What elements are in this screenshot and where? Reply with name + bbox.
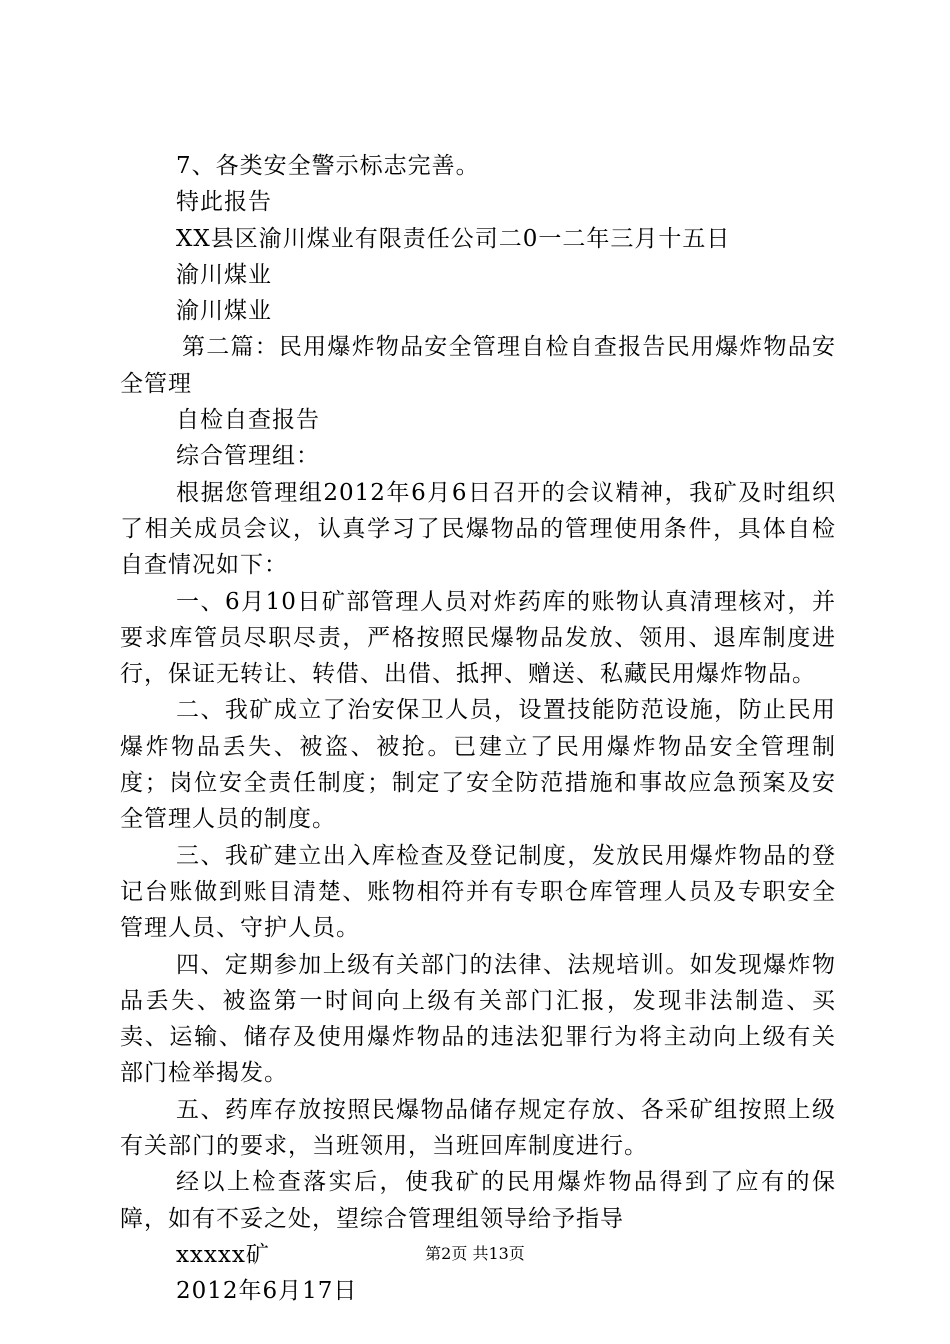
section-heading: 第二篇：民用爆炸物品安全管理自检自查报告民用爆炸物品安全管理 (120, 334, 836, 397)
company-name: 渝川煤业 (176, 298, 272, 325)
signature-name: xxxxx矿 (176, 1241, 270, 1268)
list-item-7: 7、各类安全警示标志完善。 (176, 153, 480, 179)
signature-date: 2012年6月17日 (176, 1278, 358, 1305)
closing-phrase: 特此报告 (176, 189, 272, 216)
addressee: 综合管理组： (176, 443, 320, 470)
document-body (120, 148, 836, 1310)
body-paragraph: 经以上检查落实后，使我矿的民用爆炸物品得到了应有的保障，如有不妥之处，望综合管理组领导给予指导 (120, 1169, 836, 1232)
signature-line: XX县区渝川煤业有限责任公司二0一二年三月十五日 (176, 225, 731, 252)
body-paragraph: 根据您管理组2012年6月6日召开的会议精神，我矿及时组织了相关成员会议，认真学习了民爆物品的管理使用条件，具体自检自查情况如下： (120, 479, 836, 579)
report-title: 自检自查报告 (176, 407, 320, 434)
body-paragraph: 二、我矿成立了治安保卫人员，设置技能防范设施，防止民用爆炸物品丢失、被盗、被抢。已建立了民用爆炸物品安全管理制度；岗位安全责任制度；制定了安全防范措施和事故应急预案及安全管理人员的制度。 (120, 697, 836, 833)
body-paragraph: 一、6月10日矿部管理人员对炸药库的账物认真清理核对，并要求库管员尽职尽责，严格按照民爆物品发放、领用、退库制度进行，保证无转让、转借、出借、抵押、赠送、私藏民用爆炸物品。 (120, 588, 836, 688)
body-paragraph: 三、我矿建立出入库检查及登记制度，发放民用爆炸物品的登记台账做到账目清楚、账物相符并有专职仓库管理人员及专职安全管理人员、守护人员。 (120, 842, 836, 942)
body-paragraph: 五、药库存放按照民爆物品储存规定存放、各采矿组按照上级有关部门的要求，当班领用，当班回库制度进行。 (120, 1096, 836, 1160)
page-number-footer: 第2页 共13页 (425, 1244, 525, 1263)
body-paragraph: 四、定期参加上级有关部门的法律、法规培训。如发现爆炸物品丢失、被盗第一时间向上级有关部门汇报，发现非法制造、买卖、运输、储存及使用爆炸物品的违法犯罪行为将主动向上级有关部门检举揭发。 (120, 951, 836, 1087)
company-name: 渝川煤业 (176, 261, 272, 288)
